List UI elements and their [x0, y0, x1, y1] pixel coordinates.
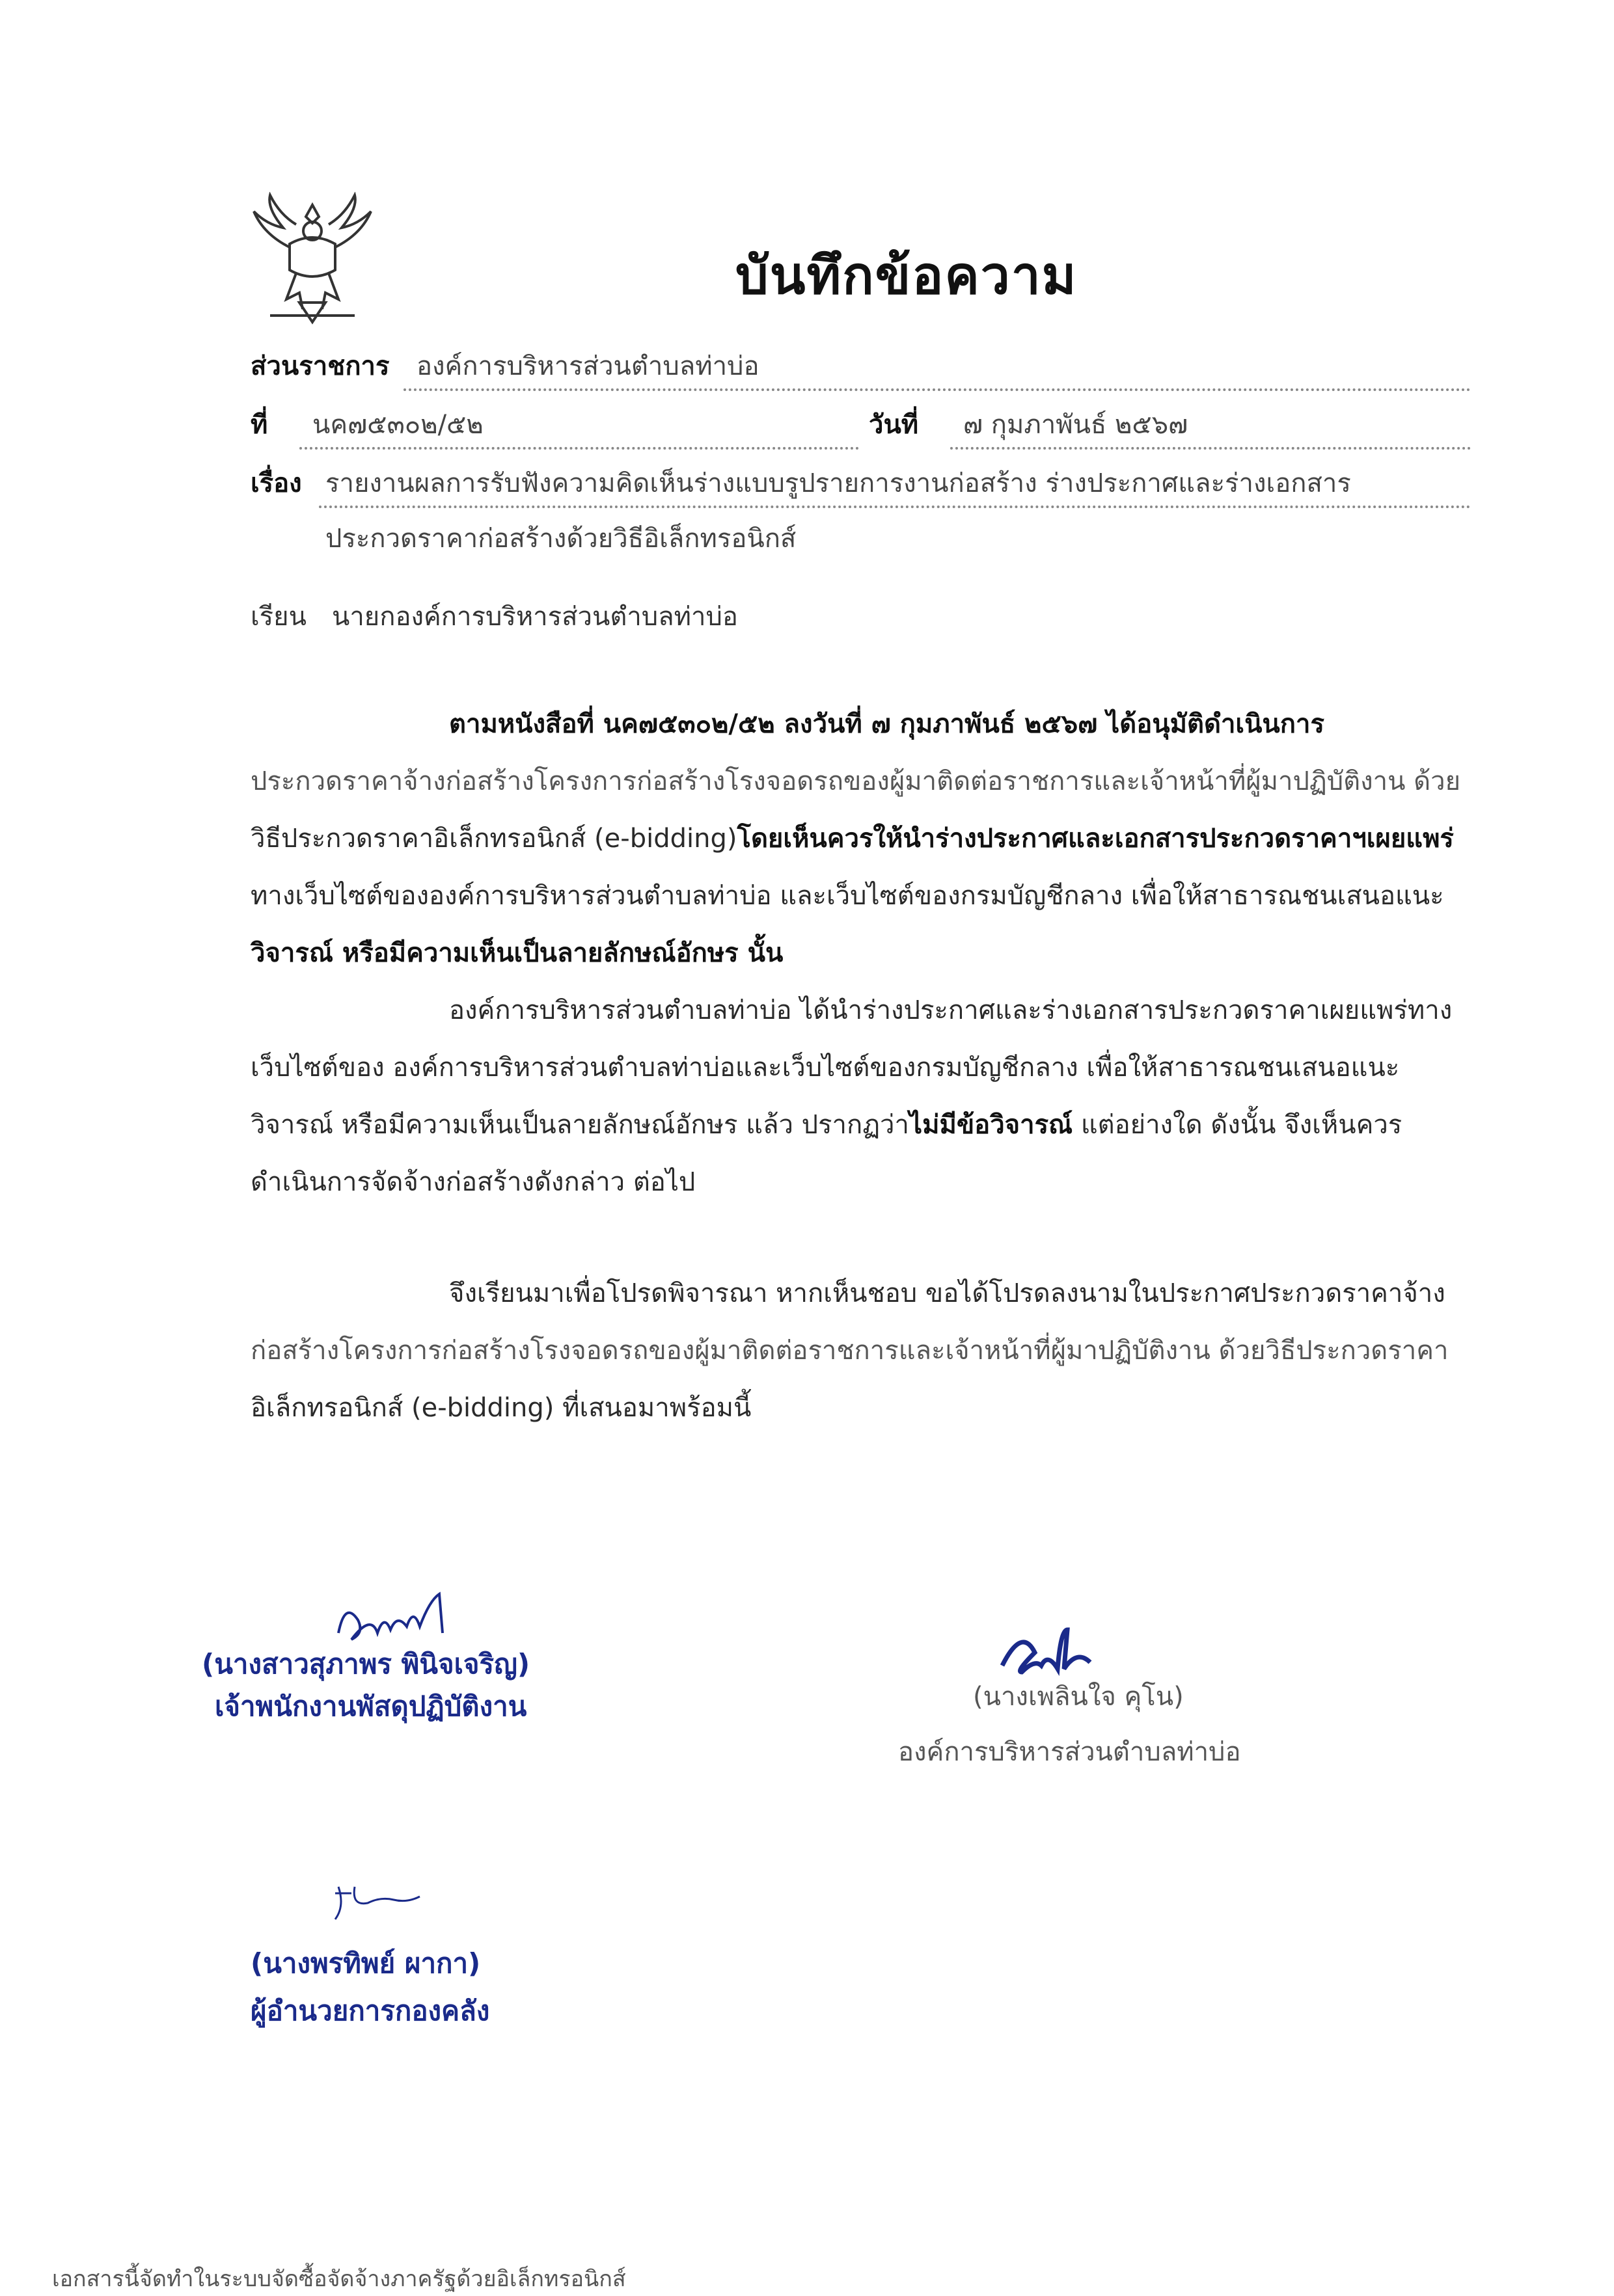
- signer-2-name: (นางพรทิพย์ ผากา): [251, 1947, 481, 1979]
- ref-dotted-line: [299, 447, 859, 450]
- to-label: เรียน: [251, 602, 307, 632]
- signature-scribble-2: [996, 1614, 1126, 1685]
- signer-1-name: (นางสาวสุภาพร พินิจเจริญ): [202, 1648, 530, 1680]
- p1-line-2: ประกวดราคาจ้างก่อสร้างโครงการก่อสร้างโรงจอดรถของผู้มาติดต่อราชการและเจ้าหน้าที่ผู้มาปฏิบัติงาน ด้วย: [251, 766, 1461, 796]
- p2-line-3c: แต่อย่างใด ดังนั้น จึงเห็นควร: [1073, 1110, 1402, 1140]
- agency-label: ส่วนราชการ: [251, 351, 390, 381]
- date-label: วันที่: [869, 410, 919, 440]
- signature-scribble-3: [325, 1874, 443, 1926]
- signer-right-title: องค์การบริหารส่วนตำบลท่าบ่อ: [898, 1737, 1241, 1767]
- signer-right-name: (นางเพลินใจ คุโน): [973, 1682, 1184, 1712]
- ref-label: ที่: [251, 410, 268, 440]
- to-value: นายกองค์การบริหารส่วนตำบลท่าบ่อ: [332, 602, 738, 632]
- p2-line-2: เว็บไซต์ของ องค์การบริหารส่วนตำบลท่าบ่อและเว็บไซต์ของกรมบัญชีกลาง เพื่อให้สาธารณชนเสนอแนะ: [251, 1053, 1400, 1083]
- date-dotted-line: [950, 447, 1471, 450]
- footer-note: เอกสารนี้จัดทำในระบบจัดซื้อจัดจ้างภาครัฐด้วยอิเล็กทรอนิกส์: [52, 2266, 626, 2292]
- p1-line-4: ทางเว็บไซต์ขององค์การบริหารส่วนตำบลท่าบ่อ และเว็บไซต์ของกรมบัญชีกลาง เพื่อให้สาธารณชนเสนอแนะ: [251, 881, 1444, 911]
- p1-line-3b: โดยเห็นควรให้นำร่างประกาศและเอกสารประกวดราคาฯเผยแพร่: [737, 824, 1454, 854]
- garuda-emblem-icon: [244, 192, 381, 329]
- p3-line-3: อิเล็กทรอนิกส์ (e-bidding) ที่เสนอมาพร้อมนี้: [251, 1393, 752, 1423]
- p1-line-3: [251, 817, 1454, 859]
- agency-dotted-line: [404, 388, 1471, 391]
- p1-line-5a: วิจารณ์ หรือมีความเห็นเป็นลายลักษณ์อักษร: [251, 938, 739, 968]
- subject-dotted-line: [319, 506, 1471, 508]
- p2-line-1: องค์การบริหารส่วนตำบลท่าบ่อ ได้นำร่างประกาศและร่างเอกสารประกวดราคาเผยแพร่ทาง: [449, 995, 1453, 1025]
- ref-value: นค๗๕๓๐๒/๕๒: [312, 410, 484, 440]
- p2-line-3b: ไม่มีข้อวิจารณ์: [909, 1110, 1073, 1140]
- p2-line-3: [251, 1103, 1402, 1145]
- subject-line-2: ประกวดราคาก่อสร้างด้วยวิธีอิเล็กทรอนิกส์: [325, 524, 797, 554]
- p1-line-5: [251, 932, 783, 973]
- p1-line-3a: วิธีประกวดราคาอิเล็กทรอนิกส์ (e-bidding): [251, 824, 737, 854]
- p1-line-5b: นั้น: [738, 938, 784, 968]
- p2-line-4: ดำเนินการจัดจ้างก่อสร้างดังกล่าว ต่อไป: [251, 1167, 696, 1197]
- subject-line-1: รายงานผลการรับฟังความคิดเห็นร่างแบบรูปรายการงานก่อสร้าง ร่างประกาศและร่างเอกสาร: [325, 468, 1351, 498]
- signer-2-title: ผู้อำนวยการกองคลัง: [251, 1995, 490, 2027]
- agency-value: องค์การบริหารส่วนตำบลท่าบ่อ: [417, 351, 759, 381]
- subject-label: เรื่อง: [251, 468, 302, 498]
- date-value: ๗ กุมภาพันธ์ ๒๕๖๗: [963, 410, 1188, 440]
- p3-line-1: จึงเรียนมาเพื่อโปรดพิจารณา หากเห็นชอบ ขอได้โปรดลงนามในประกาศประกวดราคาจ้าง: [449, 1278, 1445, 1308]
- p3-line-2: ก่อสร้างโครงการก่อสร้างโรงจอดรถของผู้มาติดต่อราชการและเจ้าหน้าที่ผู้มาปฏิบัติงาน ด้วยวิธีประกวดราคา: [251, 1336, 1449, 1366]
- signer-1-title: เจ้าพนักงานพัสดุปฏิบัติงาน: [215, 1690, 527, 1722]
- p2-line-3a: วิจารณ์ หรือมีความเห็นเป็นลายลักษณ์อักษร แล้ว ปรากฏว่า: [251, 1110, 909, 1140]
- document-title: บันทึกข้อความ: [735, 245, 1078, 306]
- p1-line-1: ตามหนังสือที่ นค๗๕๓๐๒/๕๒ ลงวันที่ ๗ กุมภาพันธ์ ๒๕๖๗ ได้อนุมัติดำเนินการ: [449, 709, 1324, 739]
